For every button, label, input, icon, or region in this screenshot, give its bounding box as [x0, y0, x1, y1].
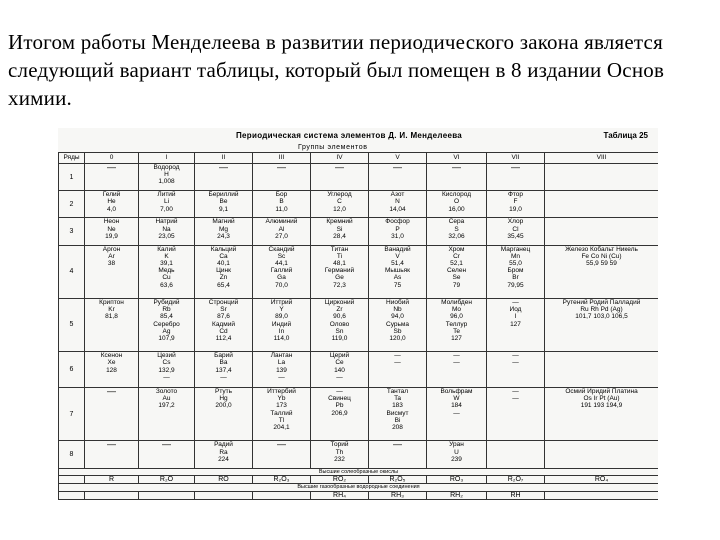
element-cell: [85, 388, 139, 441]
header-cell: VI: [427, 153, 487, 164]
element-cell: [487, 298, 545, 351]
element-entry: Цезий Cs 132,9 —: [157, 352, 176, 381]
element-cell: [369, 164, 427, 191]
row-number: 7: [69, 410, 74, 418]
element-cell: [311, 388, 369, 441]
row-number-cell: [59, 245, 85, 298]
oxide-formula: RO: [195, 476, 253, 484]
header-cell: VII: [487, 153, 545, 164]
element-cell: [311, 298, 369, 351]
element-cell: [545, 441, 659, 468]
oxide-formula: RO₃: [427, 476, 487, 484]
element-entry: Ванадий V 51,4 Мышьяк As 75: [384, 245, 411, 289]
element-entry: —: [277, 440, 286, 450]
element-entry: Кремний Si 28,4: [326, 218, 353, 240]
oxide-formula: R: [85, 476, 139, 484]
element-entry: Церий Ce 140 —: [329, 352, 350, 381]
element-cell: [369, 352, 427, 388]
element-cell: [427, 191, 487, 218]
element-cell: [195, 298, 253, 351]
row-number-cell: [59, 352, 85, 388]
element-entry: Фтор F 19,0: [507, 191, 524, 213]
row-number-cell: [59, 191, 85, 218]
element-entry: Азот N 14,04: [389, 191, 406, 213]
element-entry: —: [393, 440, 402, 450]
element-cell: [369, 388, 427, 441]
element-cell: [253, 388, 311, 441]
element-cell: [369, 245, 427, 298]
element-cell: [139, 245, 195, 298]
element-cell: [545, 218, 659, 245]
element-cell: [369, 218, 427, 245]
element-cell: [487, 218, 545, 245]
element-cell: [139, 388, 195, 441]
table-row: [59, 164, 659, 191]
table-row: [59, 388, 659, 441]
hydride-formula: RH: [487, 491, 545, 499]
header-cell: I: [139, 153, 195, 164]
header-cell: IV: [311, 153, 369, 164]
element-entry: Магний Mg 24,3: [212, 218, 235, 240]
element-cell: [195, 191, 253, 218]
element-entry: Неон Ne 19,9: [103, 218, 120, 240]
oxides-row: [59, 476, 659, 484]
element-cell: [85, 352, 139, 388]
element-cell: [369, 191, 427, 218]
table-row: [59, 441, 659, 468]
oxide-formula: R₂O₃: [253, 476, 311, 484]
element-entry: —: [219, 163, 228, 172]
element-entry: Золото Au 197,2: [155, 388, 178, 410]
element-entry: —: [393, 163, 402, 172]
element-entry: —: [162, 440, 171, 450]
element-cell: [427, 441, 487, 468]
element-cell: [545, 191, 659, 218]
element-cell: [311, 352, 369, 388]
element-cell: [253, 441, 311, 468]
hydrides-label-row: [59, 484, 659, 492]
element-cell: [427, 352, 487, 388]
element-entry: — —: [453, 352, 460, 367]
element-entry: — —: [512, 388, 519, 403]
row-number: 6: [69, 366, 74, 373]
element-cell: [253, 245, 311, 298]
element-cell: [139, 352, 195, 388]
element-entry: Торий Th 232: [330, 441, 349, 463]
element-cell: [427, 218, 487, 245]
element-cell: [195, 352, 253, 388]
groups-label: Группы элементов: [298, 144, 368, 151]
hydrides-row: [59, 491, 659, 499]
element-cell: [487, 352, 545, 388]
element-cell: [311, 164, 369, 191]
row-number: 3: [69, 227, 74, 235]
element-cell: [85, 441, 139, 468]
element-entry: Ниобий Nb 94,0 Сурьма Sb 120,0: [386, 298, 409, 342]
element-cell: [195, 388, 253, 441]
element-cell: [253, 352, 311, 388]
element-cell: [545, 298, 659, 351]
row-number: 8: [69, 450, 74, 458]
element-entry: — —: [512, 352, 519, 367]
element-cell: [139, 441, 195, 468]
element-cell: [139, 191, 195, 218]
header-cell: III: [253, 153, 311, 164]
element-cell: [487, 245, 545, 298]
element-cell: [253, 298, 311, 351]
oxides-label-row: [59, 468, 659, 476]
header-cell: II: [195, 153, 253, 164]
element-cell: [311, 441, 369, 468]
element-entry: —: [107, 163, 116, 172]
element-entry: Иттрий Y 89,0 Индий In 114,0: [270, 298, 293, 342]
element-cell: [253, 191, 311, 218]
caption-text: Итогом работы Менделеева в развитии периодического закона является следующий вариант таблицы, который был помещен в 8 издании Основ химии.: [8, 30, 665, 110]
element-entry: — —: [394, 352, 401, 367]
element-cell: [487, 164, 545, 191]
element-entry: Радий Ra 224: [214, 441, 233, 463]
element-entry: Лантан La 139 —: [270, 352, 293, 381]
element-entry: Стронций Sr 87,6 Кадмий Cd 112,4: [208, 298, 239, 342]
hydride-formula: RH₃: [369, 491, 427, 499]
element-entry: Рутений Родий Палладий Ru Rh Pd (Ag) 101,7 103,0 106,5: [562, 298, 641, 321]
element-entry: Аргон Ar 38: [102, 245, 121, 268]
row-number-cell: [59, 298, 85, 351]
element-entry: Тантал Ta 183 Висмут Bi 208: [386, 388, 409, 432]
element-entry: — Свинец Pb 206,9: [328, 388, 351, 417]
hydrides-label: Высшие газообразные водородные соединения: [59, 484, 659, 492]
element-cell: [195, 218, 253, 245]
element-cell: [85, 245, 139, 298]
element-cell: [427, 388, 487, 441]
row-number-cell: [59, 164, 85, 191]
element-entry: Кислород О 16,00: [441, 191, 472, 213]
element-entry: Ксенон Xe 128: [100, 352, 123, 374]
element-cell: [85, 191, 139, 218]
element-entry: Иттербий Yb 173 Таллий Tl 204,1: [267, 388, 296, 432]
element-entry: Литий Li 7,00: [157, 191, 176, 213]
table-row: [59, 298, 659, 351]
element-entry: Гелий Не 4,0: [102, 191, 121, 213]
element-cell: [369, 441, 427, 468]
oxide-formula: R₂O₇: [487, 476, 545, 484]
element-cell: [139, 298, 195, 351]
element-entry: Бериллий Ве 9,1: [208, 191, 239, 213]
element-cell: [545, 388, 659, 441]
oxide-formula: R₂O: [139, 476, 195, 484]
element-entry: Фосфор P 31,0: [385, 218, 410, 240]
element-cell: [195, 245, 253, 298]
element-entry: Углерод С 12,0: [327, 191, 352, 213]
row-number: 2: [69, 200, 74, 208]
element-entry: Натрий Na 23,05: [155, 218, 178, 240]
element-cell: [139, 164, 195, 191]
element-entry: Хлор Cl 35,45: [507, 218, 524, 240]
element-entry: —: [335, 163, 344, 172]
element-cell: [85, 298, 139, 351]
element-entry: Ртуть Hg 200,0: [215, 388, 232, 410]
element-cell: [253, 218, 311, 245]
table-row: [59, 352, 659, 388]
table-title: Периодическая система элементов Д. И. Менделеева: [236, 131, 463, 140]
hydride-formula: RH₄: [311, 491, 369, 499]
higher-oxides-label: Высшие солеобразные окислы: [59, 468, 659, 476]
element-entry: Водород Н 1,008: [153, 164, 180, 186]
element-cell: [139, 218, 195, 245]
periodic-table-image: [58, 128, 658, 500]
table-number: Таблица 25: [603, 131, 648, 140]
row-number: 5: [69, 321, 74, 329]
periodic-table: [58, 152, 658, 500]
table-row: [59, 218, 659, 245]
element-entry: — Иод I 127: [509, 298, 522, 328]
element-cell: [85, 218, 139, 245]
element-entry: Бор В 11,0: [275, 191, 288, 213]
element-entry: Хром Cr 52,1 Селен Se 79: [446, 245, 467, 289]
element-entry: Барий Ba 137,4 —: [214, 352, 233, 381]
element-entry: Криптон Kr 81,8: [99, 298, 124, 321]
element-entry: —: [107, 387, 116, 397]
table-row: [59, 245, 659, 298]
element-entry: Калий K 39,1 Медь Cu 63,6: [157, 245, 176, 289]
header-cell: VIII: [545, 153, 659, 164]
element-cell: [487, 388, 545, 441]
element-entry: —: [107, 440, 116, 450]
element-entry: Цирконий Zr 90,6 Олово Sn 119,0: [324, 298, 355, 342]
element-cell: [253, 164, 311, 191]
element-cell: [311, 245, 369, 298]
element-entry: Марганец Mn 55,0 Бром Br 79,95: [500, 245, 531, 289]
table-row: [59, 191, 659, 218]
table-body: [59, 164, 659, 469]
element-entry: Алюминий Al 27,0: [265, 218, 298, 240]
element-cell: [487, 441, 545, 468]
element-entry: Рубидий Rb 85,4 Серебро Ag 107,9: [153, 298, 180, 342]
header-cell: Ряды: [59, 153, 85, 164]
element-cell: [427, 164, 487, 191]
oxide-formula: R₂O₅: [369, 476, 427, 484]
oxide-formula: RO₂: [311, 476, 369, 484]
header-cell: V: [369, 153, 427, 164]
element-entry: Железо Кобальт Никель Fe Co Ni (Cu) 55,9 59 59: [565, 245, 638, 268]
element-entry: Скандий Sc 44,1 Галлий Ga 70,0: [268, 245, 295, 289]
element-entry: —: [277, 163, 286, 172]
element-cell: [195, 441, 253, 468]
row-number-cell: [59, 388, 85, 441]
element-entry: —: [511, 163, 520, 172]
row-number-cell: [59, 441, 85, 468]
element-cell: [311, 218, 369, 245]
element-cell: [311, 191, 369, 218]
element-entry: Вольфрам W 184 —: [440, 388, 473, 417]
element-entry: Титан Ti 48,1 Германий Ge 72,3: [324, 245, 355, 289]
row-number-cell: [59, 218, 85, 245]
element-cell: [195, 164, 253, 191]
element-cell: [85, 164, 139, 191]
element-entry: Осмий Иридий Платина Os Ir Pt (Au) 191 193 194,9: [565, 388, 638, 410]
hydride-formula: RH₂: [427, 491, 487, 499]
element-entry: Молибден Mo 96,0 Теллур Te 127: [441, 298, 472, 342]
header-cell: 0: [85, 153, 139, 164]
row-number: 1: [69, 173, 74, 181]
element-cell: [545, 352, 659, 388]
element-entry: Сера S 32,06: [448, 218, 465, 240]
element-cell: [545, 164, 659, 191]
header-row: [59, 153, 659, 164]
element-entry: Кальций Ca 40,1 Цинк Zn 65,4: [210, 245, 237, 289]
oxide-formula: RO₄: [545, 476, 659, 484]
element-cell: [487, 191, 545, 218]
element-cell: [369, 298, 427, 351]
element-cell: [545, 245, 659, 298]
element-cell: [427, 245, 487, 298]
element-entry: Уран U 239: [449, 441, 464, 463]
element-entry: —: [452, 163, 461, 172]
element-cell: [427, 298, 487, 351]
row-number: 4: [69, 268, 74, 276]
